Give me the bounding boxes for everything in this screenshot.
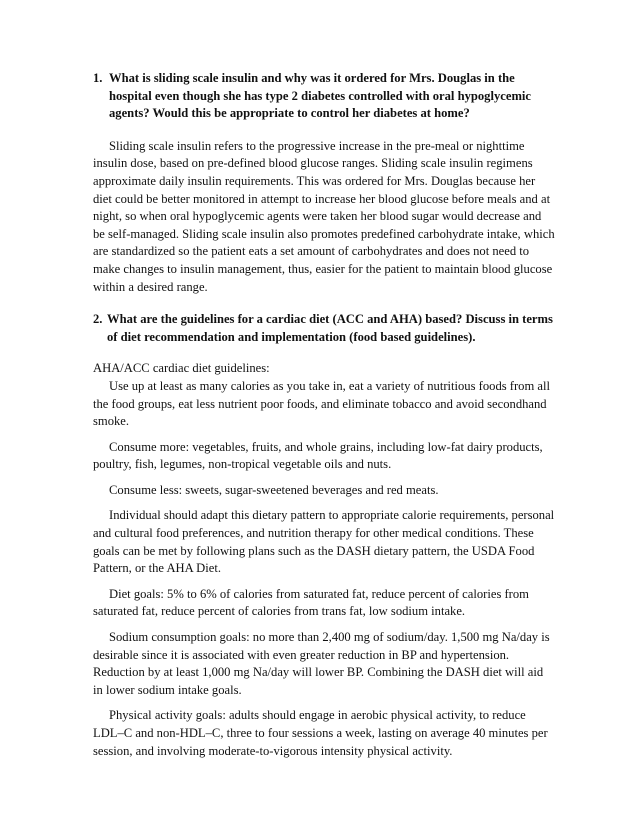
answer-2-paragraph-consume-less: Consume less: sweets, sugar-sweetened beverages and red meats. [109, 482, 439, 497]
question-2-number: 2. [93, 312, 103, 327]
question-2-text: What are the guidelines for a cardiac diet (ACC and AHA) based? Discuss in terms of diet recommendation and implementation (food based guidelines). [107, 312, 553, 344]
document-page [93, 70, 555, 760]
answer-2-paragraph-consume-more: Consume more: vegetables, fruits, and whole grains, including low-fat dairy products, poultry, fish, legumes, non-tropical vegetable oils and nuts. [93, 439, 543, 472]
question-2 [93, 311, 555, 346]
answer-2-paragraph-diet-goals: Diet goals: 5% to 6% of calories from saturated fat, reduce percent of calories from saturated fat, reduce percent of calories from trans fat, low sodium intake. [93, 586, 529, 619]
question-1-number: 1. [93, 71, 103, 85]
answer-2-paragraph-sodium-goals: Sodium consumption goals: no more than 2,400 mg of sodium/day. 1,500 mg Na/day is desirable since it is associated with even greater reduction in BP and hypertension. Reduction by at least 1,000 mg Na/day will lower BP. Combining the DASH diet will aid in lower sodium intake goals. [93, 630, 550, 697]
answer-2-paragraph-activity-goals: Physical activity goals: adults should engage in aerobic physical activity, to reduce LDL–C and non-HDL–C, three to four sessions a week, lasting on average 40 minutes per session, and involving moderate-to-vigorous intensity physical activity. [93, 708, 548, 758]
answer-2-paragraph-calories: Use up at least as many calories as you take in, eat a variety of nutritious foods from all the food groups, eat less nutrient poor foods, and eliminate tobacco and avoid secondhand smoke. [93, 378, 551, 429]
answer-1-paragraph: Sliding scale insulin refers to the progressive increase in the pre-meal or nighttime insulin dose, based on pre-defined blood glucose ranges. Sliding scale insulin regimens approximate daily insulin requirements. This was ordered for Mrs. Douglas because her diet could be better monitored in attempt to increase her blood glucose before meals and at night, so when oral hypoglycemic agents were taken her blood sugar would decrease and be self-managed. Sliding scale insulin also promotes predefined carbohydrate intake, which are standardized so the patient eats a set amount of carbohydrates and does not need to make changes to insulin management, thus, easier for the patient to maintain blood glucose within a desired range. [93, 138, 555, 294]
question-1-text: What is sliding scale insulin and why was it ordered for Mrs. Douglas in the hospital even though she has type 2 diabetes controlled with oral hypoglycemic agents? Would this be appropriate to control her diabetes at home? [109, 71, 532, 121]
answer-2-heading: AHA/ACC cardiac diet guidelines: [93, 361, 270, 376]
question-1 [93, 70, 555, 123]
answer-2-paragraph-adapt-pattern: Individual should adapt this dietary pattern to appropriate calorie requirements, personal and cultural food preferences, and nutrition therapy for other medical conditions. These goals can be met by following plans such as the DASH dietary pattern, the USDA Food Pattern, or the AHA Diet. [93, 508, 555, 576]
